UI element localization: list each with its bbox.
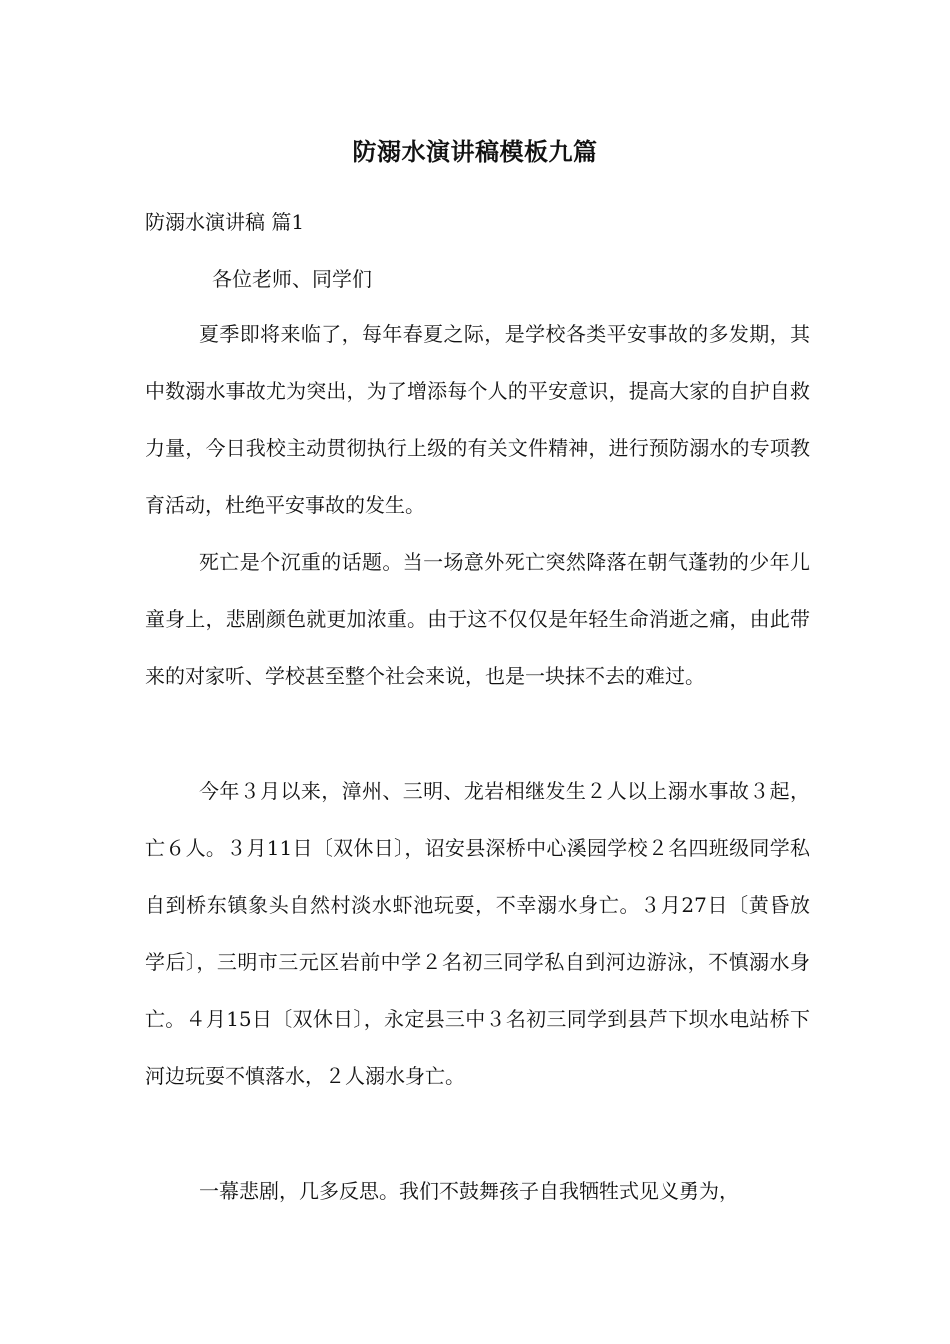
section-heading: 防溺水演讲稿 篇1 xyxy=(145,210,305,234)
salutation: 各位老师、同学们 xyxy=(212,267,372,291)
body-paragraph: 今年３月以来，漳州、三明、龙岩相继发生２人以上溺水事故３起，亡６人。３月11日〔双休日〕，诏安县深桥中心溪园学校２名四班级同学私自到桥东镇象头自然村淡水虾池玩耍，不幸溺水身亡。３月27日〔黄昏放学后〕，三明市三元区岩前中学２名初三同学私自到河边游泳，不慎溺水身亡。４月15日〔双休日〕，永定县三中３名初三同学到县芦下坝水电站桥下河边玩耍不慎落水，２人溺水身亡。 xyxy=(145,779,810,1088)
body-paragraph: 死亡是个沉重的话题。当一场意外死亡突然降落在朝气蓬勃的少年儿童身上，悲剧颜色就更加浓重。由于这不仅仅是年轻生命消逝之痛，由此带来的对家听、学校甚至整个社会来说，也是一块抹不去的难过。 xyxy=(145,550,810,688)
document-title: 防溺水演讲稿模板九篇 xyxy=(352,137,598,166)
body-paragraph: 夏季即将来临了，每年春夏之际，是学校各类平安事故的多发期，其中数溺水事故尤为突出，为了增添每个人的平安意识，提高大家的自护自救力量，今日我校主动贯彻执行上级的有关文件精神，进行预防溺水的专项教育活动，杜绝平安事故的发生。 xyxy=(145,322,810,517)
body-paragraph: 一幕悲剧，几多反思。我们不鼓舞孩子自我牺牲式见义勇为， xyxy=(199,1179,739,1203)
